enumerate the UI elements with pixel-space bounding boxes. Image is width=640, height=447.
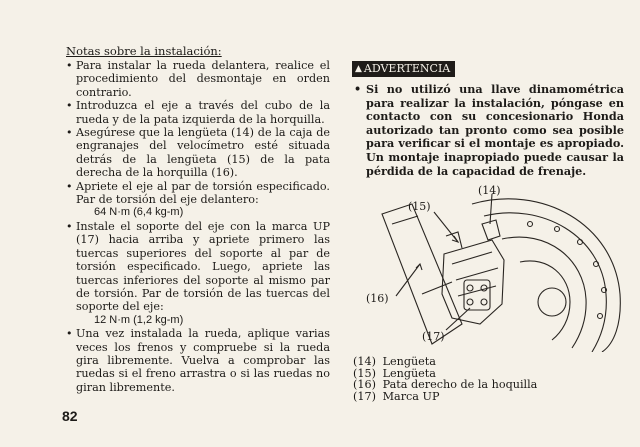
notes-heading: Notas sobre la instalación:	[66, 44, 222, 58]
note-item: • Asegúrese que la lengüeta (14) de la caja de engranajes del velocímetro esté situada detrás de la lengüeta (15) de la pata derecha de la horquilla (16).	[66, 126, 330, 180]
legend-item: (16) Pata derecho de la hoquilla	[353, 378, 538, 392]
note-item: • Apriete el eje al par de torsión especificado. Par de torsión del eje delantero: 64 N·m (6,4 kg-m)	[66, 180, 330, 220]
callout-17: (17)	[422, 330, 445, 343]
torque-spec-axle: 64 N·m (6,4 kg-m)	[94, 206, 184, 219]
warning-triangle-icon: ▲	[355, 64, 362, 74]
wheel-axle-diagram	[352, 184, 624, 352]
legend-item: (17) Marca UP	[353, 389, 440, 403]
note-item: • Introduzca el eje a través del cubo de la rueda y de la pata izquierda de la horquilla.	[66, 99, 330, 126]
legend-item: (14) Lengüeta	[353, 355, 436, 368]
callout-15: (15)	[408, 200, 431, 213]
callout-16: (16)	[366, 292, 389, 305]
note-item: • Para instalar la rueda delantera, realice el procedimiento del desmontaje en orden contrario.	[66, 59, 330, 99]
warning-badge: ▲ ADVERTENCIA	[352, 61, 455, 77]
notes-list	[66, 59, 330, 394]
brake-caliper-illustration	[352, 184, 624, 352]
diagram-legend	[353, 356, 537, 402]
page-number: 82	[62, 408, 78, 424]
warning-block	[352, 56, 624, 178]
callout-14: (14)	[478, 184, 501, 197]
torque-spec-holder: 12 N·m (1,2 kg-m)	[94, 313, 184, 326]
note-item: • Instale el soporte del eje con la marca UP (17) hacia arriba y apriete primero las tuercas superiores del soporte al par de torsión especificado. Luego, apriete las tuercas inferiores del soporte al mismo par de torsión. Par de torsión de las tuercas del soporte del eje: 12 N·m (1,2 kg-m)	[66, 220, 330, 327]
installation-notes	[66, 44, 330, 394]
note-item: • Una vez instalada la rueda, aplique varias veces los frenos y compruebe si la rueda gira libremente. Vuelva a comprobar las ruedas si el freno arrastra o si las ruedas no giran libremente.	[66, 327, 330, 394]
warning-text: • Si no utilizó una llave dinamométrica para realizar la instalación, póngase en contacto con su concesionario Honda autorizado tan pronto como sea posible para verificar si el montaje es apropiado. Un montaje inapropiado puede causar la pérdida de la capacidad de frenaje.	[352, 83, 624, 178]
legend-item: (15) Lengüeta	[353, 366, 436, 380]
